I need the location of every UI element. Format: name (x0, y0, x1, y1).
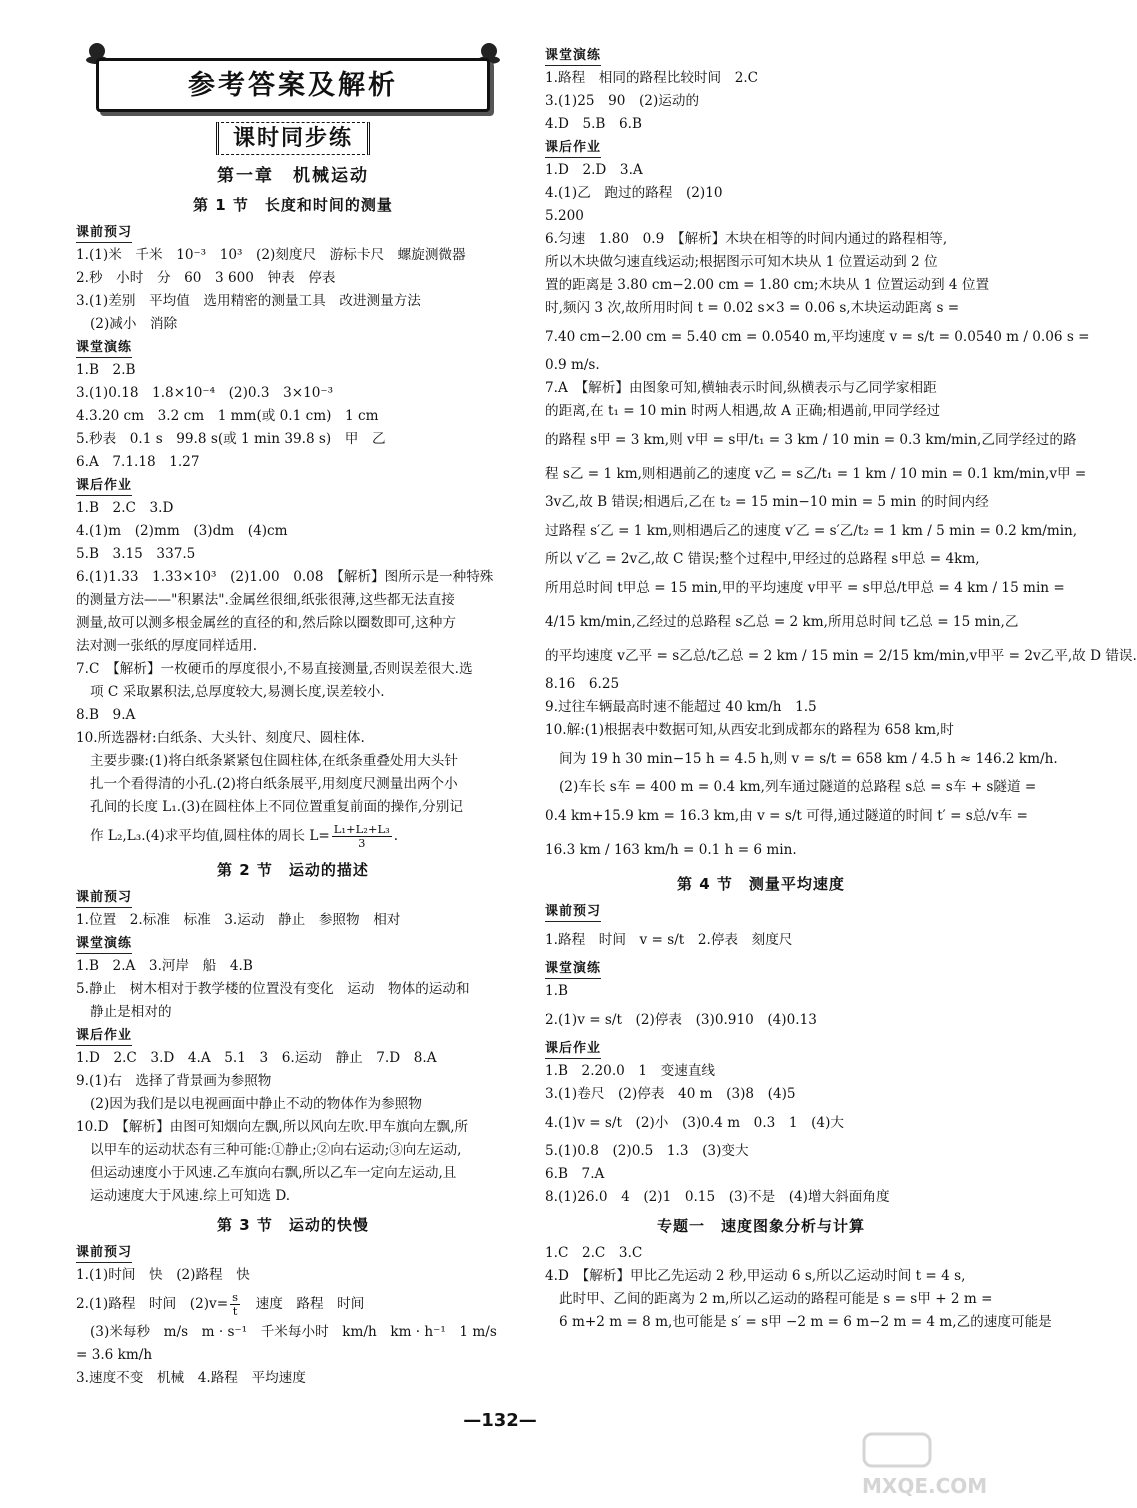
right-column (545, 44, 1137, 1334)
section-title: 第 2 节 运动的描述 (217, 861, 369, 879)
answer-line: 4.3.20 cm 3.2 cm 1 mm(或 0.1 cm) 1 cm (76, 408, 379, 424)
answer-line: 0.4 km+15.9 km = 16.3 km,由 v = s/t 可得,通过隧道的时间 t′ = s总/v车 = (545, 808, 1028, 824)
watermark (862, 1430, 988, 1500)
subsection-heading: 课前预习 (76, 889, 132, 908)
answer-line: 10.D 【解析】由图可知烟向左飘,所以风向左吹.甲车旗向左飘,所 (76, 1119, 469, 1135)
answer-line: 8.(1)26.0 4 (2)1 0.15 (3)不是 (4)增大斜面角度 (545, 1189, 890, 1205)
subsection-heading: 课后作业 (545, 139, 601, 158)
subsection-heading: 课后作业 (76, 477, 132, 496)
subtitle-banner (76, 122, 510, 155)
answer-line: 3.(1)差别 平均值 选用精密的测量工具 改进测量方法 (76, 293, 421, 309)
answer-line: 置的距离是 3.80 cm−2.00 cm = 1.80 cm;木块从 1 位置运动到 4 位置 (545, 277, 990, 293)
answer-line: 的测量方法——"积累法".金属丝很细,纸张很薄,这些都无法直接 (76, 592, 455, 608)
answer-line: 6.匀速 1.80 0.9 【解析】木块在相等的时间内通过的路程相等, (545, 231, 948, 247)
answer-line: 1.C 2.C 3.C (545, 1245, 643, 1261)
answer-line: 过路程 s′乙 = 1 km,则相遇后乙的速度 v′乙 = s′乙/t₂ = 1 km / 5 min = 0.2 km/min, (545, 523, 1078, 539)
answer-line: 法对测一张纸的厚度同样适用. (76, 638, 258, 654)
answer-line: 以甲车的运动状态有三种可能:①静止;②向右运动;③向左运动, (90, 1142, 462, 1158)
answer-line: 16.3 km / 163 km/h = 0.1 h = 6 min. (545, 842, 797, 858)
answer-line: 2.秒 小时 分 60 3 600 钟表 停表 (76, 270, 336, 286)
answer-line: 3.(1)0.18 1.8×10⁻⁴ (2)0.3 3×10⁻³ (76, 385, 334, 401)
answer-line: (2)车长 s车 = 400 m = 0.4 km,列车通过隧道的总路程 s总 = s车 + s隧道 = (559, 779, 1037, 795)
answer-line: 8.B 9.A (76, 707, 136, 723)
answer-line: 孔间的长度 L₁.(3)在圆柱体上不同位置重复前面的操作,分别记 (90, 799, 463, 815)
answer-line: 4.(1)乙 跑过的路程 (2)10 (545, 185, 723, 201)
answer-line: 所用总时间 t甲总 = 15 min,甲的平均速度 v甲平 = s甲总/t甲总 = 4 km / 15 min = (545, 580, 1065, 596)
answer-line: 1.D 2.D 3.A (545, 162, 643, 178)
answer-line: 3v乙,故 B 错误;相遇后,乙在 t₂ = 15 min−10 min = 5 min 的时间内经 (545, 494, 989, 510)
numerator: s (232, 1290, 239, 1304)
answer-line: 但运动速度小于风速.乙车旗向右飘,所以乙车一定向左运动,且 (90, 1165, 457, 1181)
answer-line: 5.200 (545, 208, 584, 224)
page-subtitle: 课时同步练 (216, 122, 370, 155)
answer-line: 10.解:(1)根据表中数据可知,从西安北到成都东的路程为 658 km,时 (545, 722, 954, 738)
answer-line: 3.速度不变 机械 4.路程 平均速度 (76, 1370, 306, 1386)
answer-line: 4.(1)m (2)mm (3)dm (4)cm (76, 523, 288, 539)
answer-line: 扎一个看得清的小孔.(2)将白纸条展平,用刻度尺测量出两个小 (90, 776, 458, 792)
fraction (230, 1291, 240, 1318)
section-title: 第 4 节 测量平均速度 (677, 875, 845, 893)
answer-line: 0.9 m/s. (545, 357, 600, 373)
answer-line: 3.(1)卷尺 (2)停表 40 m (3)8 (4)5 (545, 1086, 796, 1102)
left-column (76, 40, 510, 1390)
banner-frame (96, 58, 490, 112)
answer-line: 1.位置 2.标准 标准 3.运动 静止 参照物 相对 (76, 912, 401, 928)
subsection-heading: 课后作业 (76, 1027, 132, 1046)
answer-line: 8.16 6.25 (545, 676, 620, 692)
answer-line: 1.D 2.C 3.D 4.A 5.1 3 6.运动 静止 7.D 8.A (76, 1050, 437, 1066)
answer-line: 1.B 2.B (76, 362, 136, 378)
answer-line: 静止是相对的 (90, 1004, 172, 1020)
answer-line: 1.B 2.A 3.河岸 船 4.B (76, 958, 253, 974)
answer-line: 4.D 【解析】甲比乙先运动 2 秒,甲运动 6 s,所以乙运动时间 t = 4 s, (545, 1268, 966, 1284)
answer-line: 9.过往车辆最高时速不能超过 40 km/h 1.5 (545, 699, 817, 715)
subsection-heading: 课后作业 (545, 1040, 601, 1059)
answer-line: 5.(1)0.8 (2)0.5 1.3 (3)变大 (545, 1143, 749, 1159)
answer-line: 的距离,在 t₁ = 10 min 时两人相遇,故 A 正确;相遇前,甲同学经过 (545, 403, 941, 419)
answer-line: 1.(1)时间 快 (2)路程 快 (76, 1267, 250, 1283)
answer-line: 6.(1)1.33 1.33×10³ (2)1.00 0.08 【解析】图所示是一种特殊 (76, 569, 494, 585)
watermark-logo-icon (862, 1430, 932, 1470)
answer-line: 1.路程 相同的路程比较时间 2.C (545, 70, 759, 86)
answer-line: 所以木块做匀速直线运动;根据图示可知木块从 1 位置运动到 2 位 (545, 254, 938, 270)
answer-line: (2)减小 消除 (90, 316, 178, 332)
answer-line: 1.B (545, 983, 568, 999)
answer-line: 项 C 采取累积法,总厚度较大,易测长度,误差较小. (90, 684, 385, 700)
answer-line: = 3.6 km/h (76, 1347, 153, 1363)
subsection-heading: 课前预习 (545, 903, 601, 922)
page-title: 参考答案及解析 (188, 69, 398, 101)
answer-line: 4.D 5.B 6.B (545, 116, 642, 132)
answer-line (76, 1287, 510, 1321)
chapter-title: 第一章 机械运动 (217, 166, 369, 186)
denominator: 3 (358, 836, 366, 850)
answer-line: 的平均速度 v乙平 = s乙总/t乙总 = 2 km / 15 min = 2/15 km/min,v甲平 = 2v乙平,故 D 错误. (545, 648, 1137, 664)
answer-line: 此时甲、乙间的距离为 2 m,所以乙运动的路程可能是 s = s甲 + 2 m = (559, 1291, 993, 1307)
answer-line: 测量,故可以测多根金属丝的直径的和,然后除以圈数即可,这种方 (76, 615, 456, 631)
watermark-text: MXQE.COM (862, 1474, 988, 1498)
fraction (332, 823, 392, 850)
subsection-heading: 课堂演练 (545, 960, 601, 979)
subsection-heading: 课堂演练 (76, 935, 132, 954)
answer-line: 6.A 7.1.18 1.27 (76, 454, 200, 470)
answer-line: 间为 19 h 30 min−15 h = 4.5 h,则 v = s/t = 658 km / 4.5 h ≈ 146.2 km/h. (559, 751, 1058, 767)
answer-line: 10.所选器材:白纸条、大头针、刻度尺、圆柱体. (76, 730, 365, 746)
answer-line: (3)米每秒 m/s m · s⁻¹ 千米每小时 km/h km · h⁻¹ 1 m/s (90, 1324, 497, 1340)
answer-line: 4/15 km/min,乙经过的总路程 s乙总 = 2 km,所用总时间 t乙总 = 15 min,乙 (545, 614, 1019, 630)
answer-line (76, 819, 510, 853)
formula-text: 2.(1)路程 时间 (2)v= (76, 1296, 229, 1312)
answer-line: 6.B 7.A (545, 1166, 605, 1182)
denominator: t (232, 1304, 238, 1318)
section-title: 第 3 节 运动的快慢 (217, 1216, 369, 1234)
answer-line: (2)因为我们是以电视画面中静止不动的物体作为参照物 (90, 1096, 422, 1112)
answer-line: 7.C 【解析】一枚硬币的厚度很小,不易直接测量,否则误差很大.选 (76, 661, 473, 677)
answer-line: 时,频闪 3 次,故所用时间 t = 0.02 s×3 = 0.06 s,木块运动距离 s = (545, 300, 960, 316)
subsection-heading: 课前预习 (76, 224, 132, 243)
answer-line: 7.A 【解析】由图象可知,横轴表示时间,纵横表示与乙同学家相距 (545, 380, 937, 396)
subsection-heading: 课堂演练 (545, 47, 601, 66)
answer-banner (82, 40, 504, 110)
subsection-heading: 课堂演练 (76, 339, 132, 358)
answer-line: 4.(1)v = s/t (2)小 (3)0.4 m 0.3 1 (4)大 (545, 1115, 844, 1131)
page-number: —132— (463, 1410, 537, 1431)
answer-line: 2.(1)v = s/t (2)停表 (3)0.910 (4)0.13 (545, 1012, 817, 1028)
answer-line: 运动速度大于风速.综上可知选 D. (90, 1188, 291, 1204)
answer-line: 7.40 cm−2.00 cm = 5.40 cm = 0.0540 m,平均速度 v = s/t = 0.0540 m / 0.06 s = (545, 329, 1090, 345)
answer-line: 5.B 3.15 337.5 (76, 546, 196, 562)
answer-line: 1.B 2.C 3.D (76, 500, 174, 516)
answer-line: 9.(1)右 选择了背景画为参照物 (76, 1073, 272, 1089)
formula-text: 作 L₂,L₃.(4)求平均值,圆柱体的周长 L= (90, 828, 330, 844)
subsection-heading: 课前预习 (76, 1244, 132, 1263)
answer-line: 1.路程 时间 v = s/t 2.停表 刻度尺 (545, 932, 793, 948)
answer-line: 3.(1)25 90 (2)运动的 (545, 93, 700, 109)
answer-line: 6 m+2 m = 8 m,也可能是 s′ = s甲 −2 m = 6 m−2 m = 4 m,乙的速度可能是 (559, 1314, 1052, 1330)
answer-line: 1.B 2.20.0 1 变速直线 (545, 1063, 716, 1079)
answer-line: 1.(1)米 千米 10⁻³ 10³ (2)刻度尺 游标卡尺 螺旋测微器 (76, 247, 466, 263)
answer-line: 5.秒表 0.1 s 99.8 s(或 1 min 39.8 s) 甲 乙 (76, 431, 386, 447)
formula-text: 速度 路程 时间 (242, 1296, 365, 1312)
numerator: L₁+L₂+L₃ (333, 822, 390, 836)
answer-line: 5.静止 树木相对于教学楼的位置没有变化 运动 物体的运动和 (76, 981, 470, 997)
answer-line: 主要步骤:(1)将白纸条紧紧包住圆柱体,在纸条重叠处用大头针 (90, 753, 458, 769)
topic-title: 专题一 速度图象分析与计算 (656, 1217, 865, 1235)
answer-line: 的路程 s甲 = 3 km,则 v甲 = s甲/t₁ = 3 km / 10 min = 0.3 km/min,乙同学经过的路 (545, 432, 1077, 448)
formula-text: . (393, 828, 399, 844)
answer-line: 所以 v′乙 = 2v乙,故 C 错误;整个过程中,甲经过的总路程 s甲总 = 4km, (545, 551, 980, 567)
answer-line: 程 s乙 = 1 km,则相遇前乙的速度 v乙 = s乙/t₁ = 1 km / 10 min = 0.1 km/min,v甲 = (545, 466, 1087, 482)
section-title: 第 1 节 长度和时间的测量 (193, 196, 393, 214)
